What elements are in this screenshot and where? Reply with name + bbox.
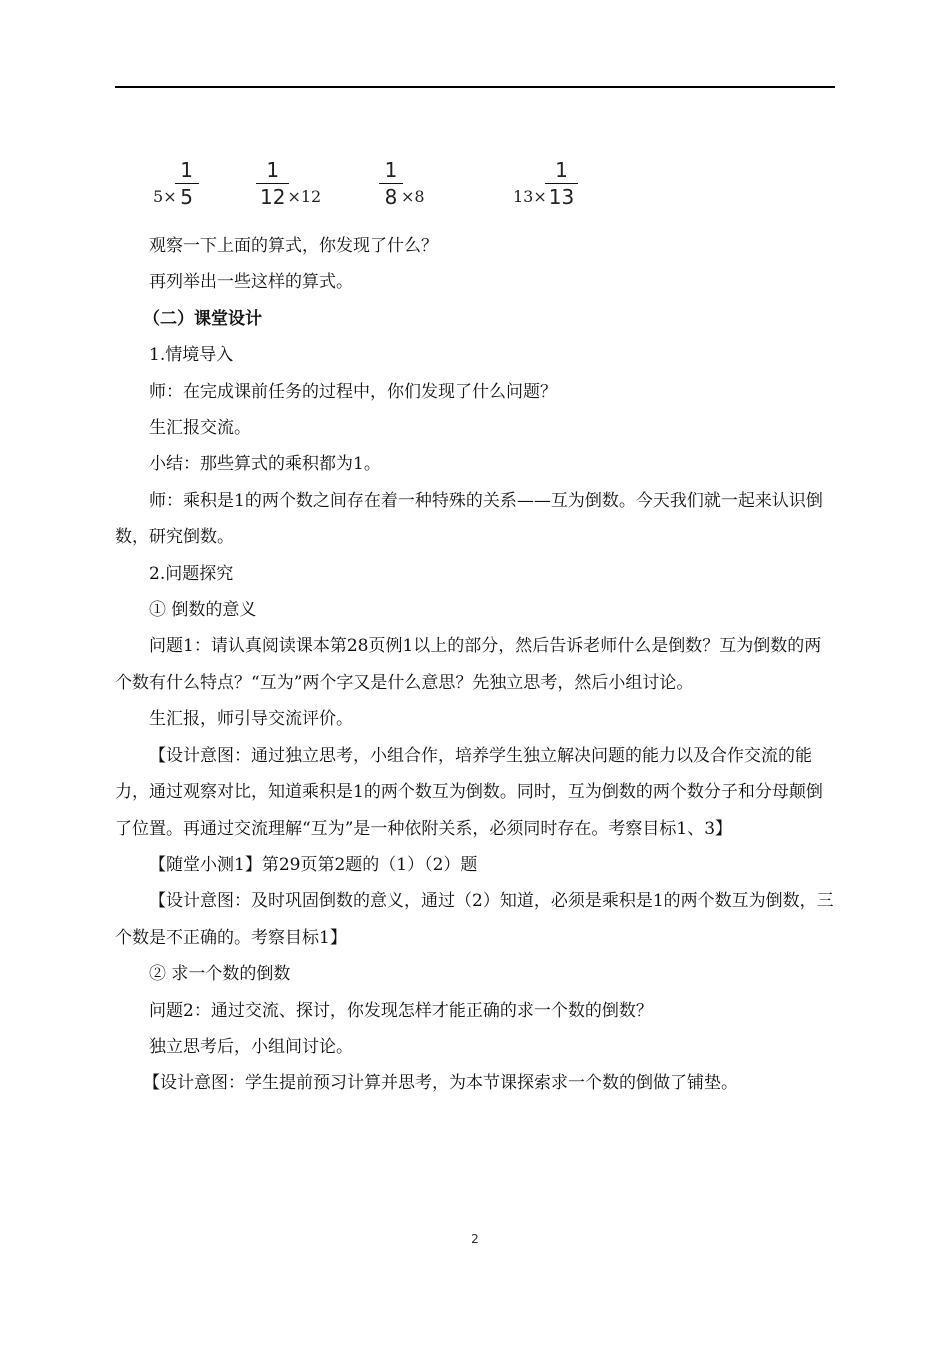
fraction [547, 159, 576, 209]
integer: 8 [414, 187, 425, 206]
formula-2 [258, 140, 321, 210]
paragraph: 问题1：请认真阅读课本第28页例1以上的部分，然后告诉老师什么是倒数？互为倒数的两个数有什么特点？“互为”两个字又是什么意思？先独立思考，然后小组讨论。 [115, 636, 822, 693]
numerator: 1 [180, 157, 193, 182]
design-intent-note: 【设计意图：及时巩固倒数的意义，通过（2）知道，必须是乘积是1的两个数互为倒数，三个数是不正确的。考察目标1】 [115, 891, 834, 948]
paragraph: 观察一下上面的算式，你发现了什么？ [149, 236, 438, 256]
numerator: 1 [384, 157, 398, 182]
fraction [381, 159, 401, 209]
subsection-heading: 1.情境导入 [149, 345, 234, 366]
paragraph: 小结：那些算式的乘积都为1。 [149, 454, 381, 475]
fraction-bar [175, 183, 199, 185]
fraction [258, 159, 287, 209]
fraction-bar [379, 183, 403, 185]
section-heading: （二）课堂设计 [143, 308, 262, 329]
header-rule [115, 86, 835, 88]
paragraph: 生汇报，师引导交流评价。 [149, 709, 353, 730]
integer: 12 [300, 187, 322, 206]
design-intent-note: 【设计意图：学生提前预习计算并思考，为本节课探索求一个数的倒做了铺垫。 [143, 1073, 738, 1094]
denominator: 5 [180, 185, 193, 209]
page-number: 2 [471, 1232, 479, 1246]
design-intent-note: 【设计意图：通过独立思考，小组合作，培养学生独立解决问题的能力以及合作交流的能力，通过观察对比，知道乘积是1的两个数互为倒数。同时，互为倒数的两个数分子和分母颠倒了位置。再通过交流理解“互为”是一种依附关系，必须同时存在。考察目标1、3】 [115, 745, 823, 839]
paragraph: 独立思考后，小组间讨论。 [149, 1036, 353, 1057]
numerator: 1 [266, 157, 280, 182]
times-sign: × [163, 187, 177, 206]
fraction [177, 159, 197, 209]
formula-4 [513, 140, 576, 210]
paragraph: 再列举出一些这样的算式。 [149, 272, 353, 293]
formula-row [0, 140, 950, 210]
paragraph: 问题2：通过交流、探讨，你发现怎样才能正确的求一个数的倒数？ [149, 1000, 653, 1021]
fraction-bar [256, 183, 289, 185]
times-sign: × [533, 187, 547, 206]
quiz-note: 【随堂小测1】第29页第2题的（1）（2）题 [149, 854, 478, 875]
formula-1 [153, 140, 197, 210]
denominator: 12 [260, 185, 286, 209]
times-sign: × [401, 187, 415, 206]
denominator: 8 [384, 185, 398, 209]
numerator: 1 [555, 157, 568, 182]
fraction-bar [545, 183, 578, 185]
integer: 5 [153, 187, 164, 206]
denominator: 13 [548, 185, 575, 209]
integer: 13 [513, 187, 534, 206]
paragraph: 师：乘积是1的两个数之间存在着一种特殊的关系——互为倒数。今天我们就一起来认识倒数，研究倒数。 [115, 490, 823, 548]
paragraph: 生汇报交流。 [149, 418, 251, 439]
subsection-heading: ① 倒数的意义 [149, 600, 257, 621]
subsection-heading: ② 求一个数的倒数 [149, 964, 291, 985]
document-body [115, 228, 835, 1102]
paragraph: 师：在完成课前任务的过程中，你们发现了什么问题？ [149, 381, 557, 402]
formula-3 [381, 140, 425, 210]
subsection-heading: 2.问题探究 [149, 563, 234, 584]
times-sign: × [287, 187, 301, 206]
